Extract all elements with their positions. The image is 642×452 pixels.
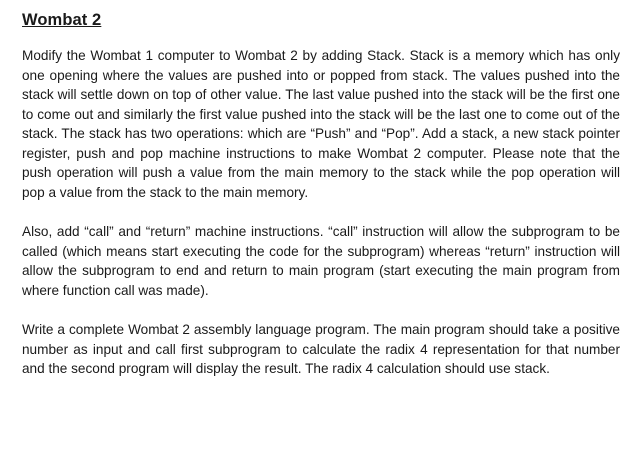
document-title: Wombat 2 xyxy=(22,11,102,29)
document-page xyxy=(22,8,620,379)
paragraph-stack-description: Modify the Wombat 1 computer to Wombat 2 by adding Stack. Stack is a memory which has only one opening where the values are pushed into or popped from stack. The values pushed into the stack will settle down on top of other value. The last value pushed into the stack will be the first one to come out and similarly the first value pushed into the stack will be the last one to come out of the stack. The stack has two operations: which are “Push” and “Pop”. Add a stack, a new stack pointer register, push and pop machine instructions to make Wombat 2 computer. Please note that the push operation will push a value from the main memory to the stack while the pop operation will pop a value from the stack to the main memory. xyxy=(22,48,620,200)
paragraph-assignment: Write a complete Wombat 2 assembly language program. The main program should take a positive number as input and call first subprogram to calculate the radix 4 representation for that number and the second program will display the result. The radix 4 calculation should use stack. xyxy=(22,322,620,376)
paragraph-call-return: Also, add “call” and “return” machine instructions. “call” instruction will allow the subprogram to be called (which means start executing the code for the subprogram) whereas “return” instruction will allow the subprogram to end and return to main program (start executing the main program from where function call was made). xyxy=(22,224,620,298)
